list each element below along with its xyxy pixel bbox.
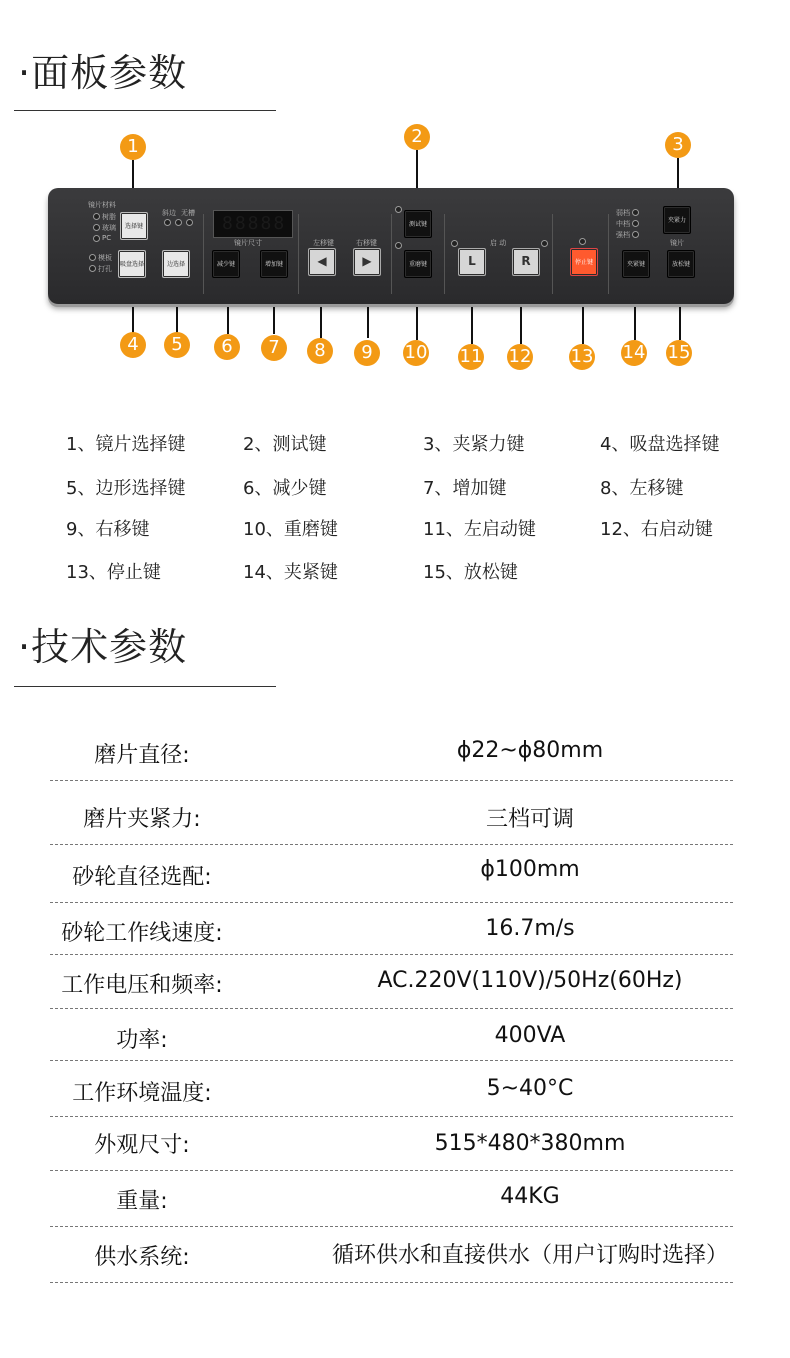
indicator-led [451,240,458,247]
callout-7: 7 [261,335,287,361]
spec-value: 515*480*380mm [434,1131,626,1156]
panel-divider [444,214,445,294]
panel-section-rule [14,110,276,111]
suction-select-key-label: 吸盘选择 [119,261,144,268]
indicator-led [541,240,548,247]
callout-13: 13 [569,344,595,370]
regrind-key-label: 重磨键 [408,261,427,268]
spec-value: AC.220V(110V)/50Hz(60Hz) [377,968,683,993]
callout-2: 2 [404,124,430,150]
legend-item: 2、测试键 [243,434,327,455]
legend-item: 15、放松键 [423,562,518,583]
panel-divider [298,214,299,294]
callout-15: 15 [666,340,692,366]
tech-section-rule [14,686,276,687]
callout-11: 11 [458,344,484,370]
left-arrow-icon: ◀ [317,254,327,268]
legend-item: 5、边形选择键 [66,478,186,499]
tech-section-title: ·技术参数 [18,625,188,669]
callout-14: 14 [621,340,647,366]
panel-section-title: ·面板参数 [18,51,188,95]
release-key-label: 放松键 [671,261,690,268]
indicator-led [93,235,100,242]
label-start: 启 动 [490,239,507,247]
label-clamp-mid: 中档 [616,220,630,228]
callout-4: 4 [120,332,146,358]
spec-value: 5~40°C [486,1076,574,1101]
legend-item: 4、吸盘选择键 [600,434,720,455]
spec-label: 工作环境温度: [72,1081,212,1106]
clamp-force-key-label: 夹紧力 [667,217,686,224]
legend-item: 3、夹紧力键 [423,434,525,455]
label-hole: 打孔 [98,265,112,273]
spec-divider [50,1116,733,1117]
decrease-key[interactable] [212,250,240,278]
label-edge-b: 无槽 [181,209,195,217]
label-resin: 树脂 [102,213,116,221]
label-clamp-high: 强档 [616,231,630,239]
spec-value: ϕ100mm [480,857,580,882]
digital-display [213,210,293,238]
indicator-led [164,219,171,226]
indicator-led [579,238,586,245]
indicator-led [632,231,639,238]
left-start-key-label: L [468,254,476,268]
legend-item: 13、停止键 [66,562,161,583]
increase-key[interactable] [260,250,288,278]
label-pattern: 模板 [98,254,112,262]
label-lens: 镜片 [670,239,684,247]
clamp-force-key[interactable] [663,206,691,234]
label-lens-material: 镜片材料 [88,201,116,209]
stop-key-label: 停止键 [574,259,593,266]
spec-divider [50,844,733,845]
callout-10: 10 [403,340,429,366]
indicator-led [632,209,639,216]
label-lens-size: 镜片尺寸 [234,239,262,247]
spec-value: 循环供水和直接供水（用户订购时选择） [331,1243,728,1268]
spec-divider [50,954,733,955]
spec-label: 砂轮直径选配: [72,865,212,890]
indicator-led [93,224,100,231]
suction-select-key[interactable] [118,250,146,278]
spec-divider [50,902,733,903]
label-pc: PC [102,234,112,242]
spec-value: 400VA [494,1023,566,1048]
panel-divider [203,214,204,294]
right-arrow-icon: ▶ [362,254,372,268]
right-start-key-label: R [521,254,531,268]
spec-divider [50,780,733,781]
right-start-key[interactable] [512,248,540,276]
spec-value: 三档可调 [485,807,574,832]
panel-divider [608,214,609,294]
spec-label: 功率: [116,1028,168,1053]
indicator-led [175,219,182,226]
regrind-key[interactable] [404,250,432,278]
legend-item: 12、右启动键 [600,519,713,540]
legend-item: 6、减少键 [243,478,327,499]
spec-value: 44KG [500,1184,560,1209]
left-start-key[interactable] [458,248,486,276]
spec-label: 砂轮工作线速度: [61,921,223,946]
legend-item: 1、镜片选择键 [66,434,186,455]
spec-value: ϕ22~ϕ80mm [456,738,604,763]
spec-divider [50,1282,733,1283]
display-value: 88888 [222,213,287,234]
callout-9: 9 [354,340,380,366]
label-glass: 玻璃 [102,224,116,232]
indicator-led [395,206,402,213]
callout-3: 3 [665,132,691,158]
indicator-led [186,219,193,226]
move-right-key[interactable] [353,248,381,276]
spec-label: 工作电压和频率: [61,973,223,998]
increase-key-label: 增加键 [264,261,283,268]
spec-label: 供水系统: [94,1245,190,1270]
edge-select-key-label: 边选择 [166,261,185,268]
spec-label: 重量: [116,1189,168,1214]
callout-5: 5 [164,332,190,358]
clamp-key[interactable] [622,250,650,278]
clamp-key-label: 夹紧键 [626,261,645,268]
legend-item: 9、右移键 [66,519,150,540]
callout-6: 6 [214,334,240,360]
stop-key[interactable] [570,248,598,276]
move-left-key[interactable] [308,248,336,276]
spec-divider [50,1170,733,1171]
panel-divider [391,214,392,294]
callout-1: 1 [120,134,146,160]
spec-divider [50,1060,733,1061]
indicator-led [89,265,96,272]
indicator-led [93,213,100,220]
label-move-left: 左移键 [313,239,334,247]
test-key[interactable] [404,210,432,238]
select-key[interactable] [120,212,148,240]
label-move-right: 右移键 [356,239,377,247]
decrease-key-label: 减少键 [216,261,235,268]
spec-divider [50,1008,733,1009]
legend-item: 14、夹紧键 [243,562,338,583]
spec-label: 外观尺寸: [94,1133,190,1158]
select-key-label: 选择键 [124,223,143,230]
control-panel [48,188,734,304]
spec-divider [50,1226,733,1227]
legend-item: 8、左移键 [600,478,684,499]
indicator-led [89,254,96,261]
indicator-led [395,242,402,249]
legend-item: 11、左启动键 [423,519,536,540]
release-key[interactable] [667,250,695,278]
label-clamp-low: 弱档 [616,209,630,217]
callout-12: 12 [507,344,533,370]
edge-select-key[interactable] [162,250,190,278]
spec-label: 磨片直径: [94,743,190,768]
legend-item: 10、重磨键 [243,519,338,540]
spec-value: 16.7m/s [485,916,575,941]
legend-item: 7、增加键 [423,478,507,499]
panel-divider [552,214,553,294]
callout-8: 8 [307,338,333,364]
indicator-led [632,220,639,227]
test-key-label: 测试键 [408,221,427,228]
label-edge-a: 斜边 [162,209,176,217]
spec-label: 磨片夹紧力: [83,807,201,832]
